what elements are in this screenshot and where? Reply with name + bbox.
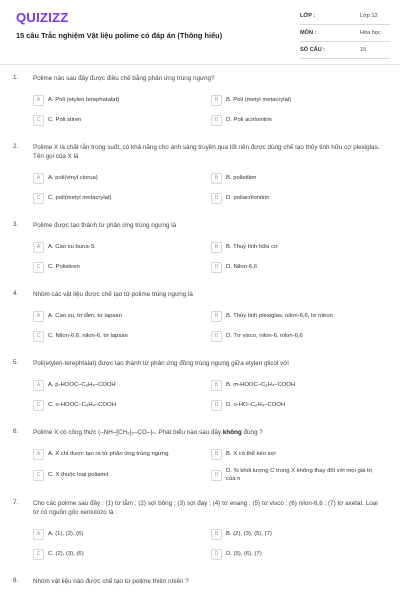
option-letter-box[interactable]: A [33,242,44,253]
answer-options [33,240,382,274]
option-letter-box[interactable]: D [211,331,222,342]
answer-option-d[interactable] [211,113,381,127]
question-number: 8. [13,577,19,584]
meta-panel [300,10,390,59]
option-text: C. Poli stiren [48,117,82,123]
question-text: Polime X là chất rắn trong suốt, có khả năng cho ánh sáng truyền qua tốt nên được dùng chế tạo thủy tinh hữu cơ plexiglas. Tên gọi của X là [33,144,380,160]
answer-option-d[interactable] [211,547,381,561]
question-text: Cho các polime sau đây : (1) tơ tằm ; (2) sợi bông ; (3) sợi đay ; (4) tơ enang ; (5) tơ visco ; (6) nilon-6,6 ; (7) tơ axetat. Loại tơ có nguồn gốc xenlulozo là : [33,500,378,516]
option-letter-box[interactable]: C [33,262,44,273]
question-1 [0,74,400,127]
question-text-emphasis: không [222,429,242,436]
question-4 [0,290,400,343]
question-text: Polime nào sau đây được điều chế bằng phản ứng trùng ngưng? [33,75,215,82]
answer-option-c[interactable] [33,191,203,205]
answer-option-d[interactable] [211,260,381,274]
answer-option-d[interactable] [211,329,381,343]
answer-option-c[interactable] [33,260,203,274]
answer-option-a[interactable] [33,527,203,541]
meta-count-row [300,44,390,59]
option-letter-box[interactable]: A [33,311,44,322]
option-text: A. Poli (etylen terephatalat) [48,97,120,103]
answer-option-d[interactable] [211,467,381,483]
meta-count-label: SỐ CÂU : [300,47,326,53]
question-5 [0,359,400,412]
option-letter-box[interactable]: A [33,95,44,106]
answer-option-b[interactable] [211,447,381,461]
meta-count-value: 15 [360,47,367,53]
worksheet-title: 15 câu Trắc nghiệm Vật liệu polime có đáp án (Thông hiểu) [16,31,223,40]
option-letter-box[interactable]: D [211,400,222,411]
option-text: B. (2), (3), (5), (7) [226,531,272,537]
meta-subject-row [300,27,390,42]
option-letter-box[interactable]: B [211,311,222,322]
question-text: Nhóm các vật liệu được chế tạo từ polime trùng ngưng là [33,291,193,298]
answer-option-a[interactable] [33,240,203,254]
answer-option-a[interactable] [33,378,203,392]
question-number: 5. [13,359,19,366]
meta-grade-row [300,10,390,25]
option-text: A. Cao su buna-S [48,244,95,250]
option-letter-box[interactable]: C [33,549,44,560]
option-text: D. poliacrilonitrin [226,195,270,201]
option-text: C. (2), (3), (6) [48,551,84,557]
answer-option-a[interactable] [33,93,203,107]
meta-grade-label: LỚP : [300,13,316,19]
answer-option-b[interactable] [211,309,381,323]
answer-option-b[interactable] [211,378,381,392]
option-text: D. Nilon-6,6 [226,264,258,270]
option-letter-box[interactable]: D [211,470,222,481]
option-letter-box[interactable]: B [211,449,222,460]
option-text: B. Poli (metyl metacrylat) [226,97,292,103]
quizizz-logo: QUIZIZZ [16,10,69,25]
option-text: A. X chỉ được tạo ra từ phản ứng trùng ngưng [48,451,169,457]
option-letter-box[interactable]: A [33,173,44,184]
answer-options [33,93,382,127]
answer-option-b[interactable] [211,171,381,185]
option-letter-box[interactable]: D [211,262,222,273]
answer-options [33,527,382,561]
option-text: B. Thủy tinh plexiglas, nilon-6,6, tơ nitron [226,313,333,319]
question-number: 1. [13,74,19,81]
option-letter-box[interactable]: C [33,331,44,342]
option-text: C. poli(metyl metacrylat) [48,195,112,201]
option-text: C. X thuộc loại poliamit [48,472,109,478]
option-text: A. Cao su, tơ tằm, tơ lapsan [48,313,122,319]
answer-option-b[interactable] [211,527,381,541]
option-text: A. (1), (2), (6) [48,531,84,537]
option-text: D. Tơ visco, nilon-6, nilon-6,6 [226,333,303,339]
option-text: D. % khối lượng C trong X không thay đổi với mọi giá trị của n [226,468,372,482]
option-letter-box[interactable]: C [33,115,44,126]
answer-option-a[interactable] [33,309,203,323]
question-3 [0,221,400,274]
option-text: B. m-HOOC–C₆H₄–COOH [226,382,296,388]
option-letter-box[interactable]: B [211,529,222,540]
option-letter-box[interactable]: D [211,115,222,126]
option-text: C. Nilon-6,6, nilon-6, tơ lapsan [48,333,128,339]
question-6 [0,428,400,483]
option-text: D. Poli acrilonitrin [226,117,272,123]
answer-option-c[interactable] [33,547,203,561]
question-text [33,428,382,437]
answer-options [33,309,382,343]
answer-option-c[interactable] [33,329,203,343]
option-text: C. o-HOOC–C₆H₄–COOH [48,402,116,408]
option-text: B. X có thể kéo sợi [226,451,276,457]
option-letter-box[interactable]: A [33,529,44,540]
answer-option-b[interactable] [211,93,381,107]
question-list [0,74,400,600]
option-letter-box[interactable]: B [211,242,222,253]
question-number: 7. [13,499,19,506]
option-letter-box[interactable]: A [33,380,44,391]
option-letter-box[interactable]: C [33,193,44,204]
option-letter-box[interactable]: B [211,380,222,391]
meta-subject-label: MÔN : [300,30,317,36]
option-letter-box[interactable]: B [211,95,222,106]
question-number: 6. [13,428,19,435]
question-8 [0,577,400,586]
answer-option-a[interactable] [33,171,203,185]
meta-subject-value: Hóa học [360,30,381,36]
question-7 [0,499,400,561]
answer-option-c[interactable] [33,398,203,412]
option-text: B. Thuỷ tinh hữu cơ [226,244,278,250]
question-2 [0,143,400,205]
option-letter-box[interactable]: D [211,549,222,560]
option-text: D. o-HO–C₆H₄–COOH [226,402,286,408]
question-text: Nhóm vật liệu nào được chế tạo từ polime thiên nhiên ? [33,578,189,585]
option-text: D. (5), (6), (7) [226,551,262,557]
header-divider [0,64,400,65]
answer-option-c[interactable] [33,467,203,483]
option-letter-box[interactable]: D [211,193,222,204]
option-letter-box[interactable]: B [211,173,222,184]
question-number: 2. [13,143,19,150]
answer-options [33,447,382,483]
answer-option-a[interactable] [33,447,203,461]
answer-options [33,378,382,412]
option-letter-box[interactable]: A [33,449,44,460]
option-letter-box[interactable]: C [33,470,44,481]
option-text: A. poli(vinyl clorua) [48,175,98,181]
question-text: Polime được tạo thành từ phản ứng trùng ngưng là [33,222,177,229]
question-number: 3. [13,221,19,228]
question-text-part: Polime X có công thức (–NH–[CH₂]₅–CO–)ₙ. Phát biểu nào sau đây [33,429,223,436]
answer-option-d[interactable] [211,191,381,205]
meta-grade-value: Lớp 12 [360,13,378,19]
question-text: Poli(etylen-terephtalat) được tạo thành từ phản ứng đồng trùng ngưng giữa etylen glicol với [33,360,289,367]
question-number: 4. [13,290,19,297]
option-text: C. Polistiren [48,264,80,270]
option-text: B. polietilen [226,175,257,181]
option-letter-box[interactable]: C [33,400,44,411]
answer-option-d[interactable] [211,398,381,412]
answer-option-b[interactable] [211,240,381,254]
worksheet-header [0,0,400,62]
answer-option-c[interactable] [33,113,203,127]
question-text-part: đúng ? [241,429,263,436]
answer-options [33,171,382,205]
option-text: A. p-HOOC–C₆H₄–COOH [48,382,116,388]
